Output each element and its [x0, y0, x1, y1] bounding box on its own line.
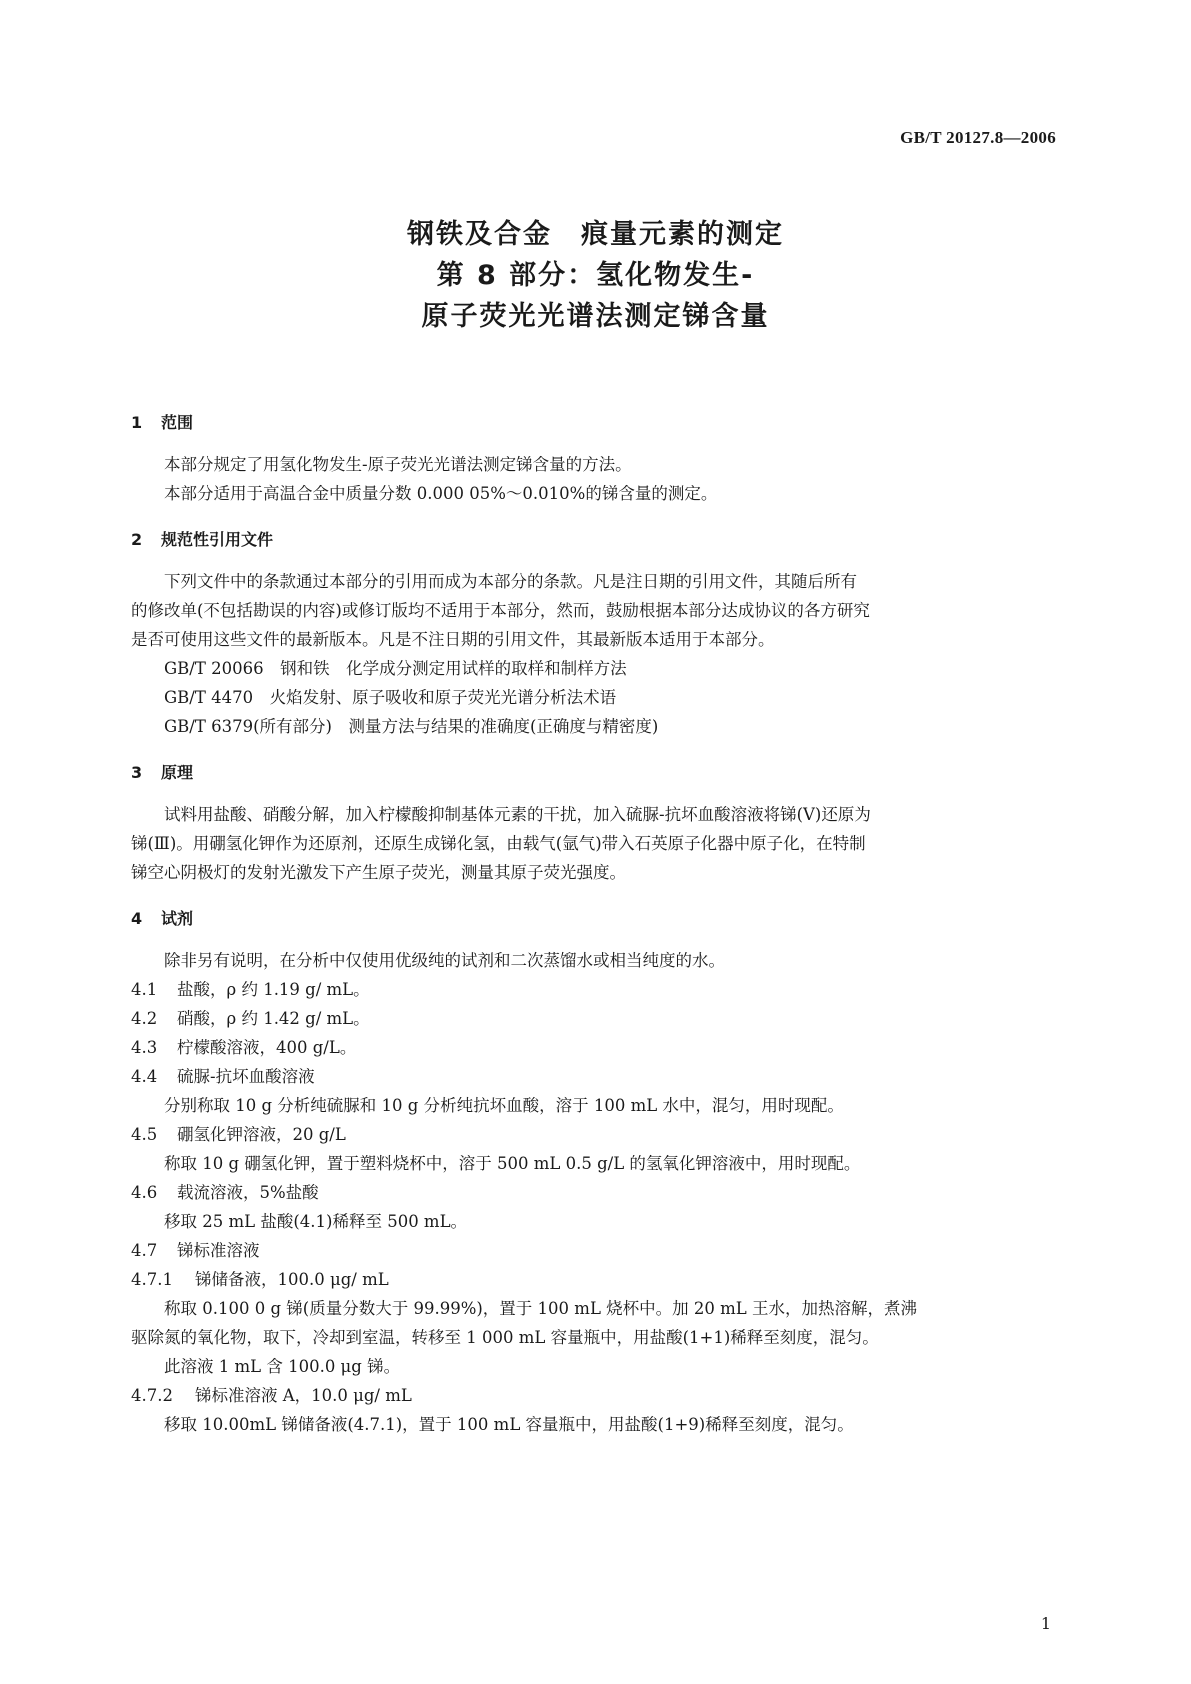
clause-number: 4.5	[131, 1125, 158, 1144]
page-number: 1	[1040, 1614, 1051, 1633]
clause-4-3	[131, 1033, 1059, 1062]
paragraph-line: 锑空心阴极灯的发射光激发下产生原子荧光，测量其原子荧光强度。	[131, 863, 626, 882]
clause-text: 载流溶液，5%盐酸	[177, 1183, 319, 1202]
standard-number: GB/T 20127.8—2006	[900, 128, 1056, 147]
clause-4-6	[131, 1178, 1059, 1207]
section-number: 3	[131, 763, 143, 782]
clause-text: 柠檬酸溶液，400 g/L。	[177, 1038, 357, 1057]
clause-4-7-2	[131, 1381, 1059, 1410]
reference-item: GB/T 20066 钢和铁 化学成分测定用试样的取样和制样方法	[164, 659, 627, 678]
title-line-2: 第 8 部分：氢化物发生-	[436, 260, 755, 291]
clause-body: 此溶液 1 mL 含 100.0 μg 锑。	[164, 1357, 401, 1376]
paragraph-line: 的修改单(不包括勘误的内容)或修订版均不适用于本部分，然而，鼓励根据本部分达成协议的各方研究	[131, 601, 870, 620]
section-heading-principle	[131, 758, 1059, 787]
section-title: 试剂	[161, 909, 194, 928]
clause-body: 移取 25 mL 盐酸(4.1)稀释至 500 mL。	[164, 1212, 468, 1231]
paragraph-line: 锑(Ⅲ)。用硼氢化钾作为还原剂，还原生成锑化氢，由载气(氩气)带入石英原子化器中原子化，在特制	[131, 834, 866, 853]
clause-4-4	[131, 1062, 1059, 1091]
clause-text: 盐酸，ρ 约 1.19 g/ mL。	[177, 980, 370, 999]
title-line-1: 钢铁及合金 痕量元素的测定	[407, 219, 784, 250]
document-body	[131, 408, 1059, 1439]
reference-item: GB/T 6379(所有部分) 测量方法与结果的准确度(正确度与精密度)	[164, 717, 659, 736]
paragraph-line: 是否可使用这些文件的最新版本。凡是不注日期的引用文件，其最新版本适用于本部分。	[131, 630, 775, 649]
clause-number: 4.6	[131, 1183, 158, 1202]
paragraph: 本部分适用于高温合金中质量分数 0.000 05%～0.010%的锑含量的测定。	[164, 484, 718, 503]
clause-body: 分别称取 10 g 分析纯硫脲和 10 g 分析纯抗坏血酸，溶于 100 mL 水中，混匀，用时现配。	[164, 1096, 844, 1115]
document-title	[0, 214, 1191, 337]
clause-body: 称取 0.100 0 g 锑(质量分数大于 99.99%)，置于 100 mL 烧杯中。加 20 mL 王水，加热溶解，煮沸	[164, 1299, 917, 1318]
section-number: 1	[131, 413, 143, 432]
section-title: 原理	[161, 763, 194, 782]
clause-body: 称取 10 g 硼氢化钾，置于塑料烧杯中，溶于 500 mL 0.5 g/L 的氢氧化钾溶液中，用时现配。	[164, 1154, 861, 1173]
clause-4-5	[131, 1120, 1059, 1149]
title-line-3: 原子荧光光谱法测定锑含量	[421, 301, 770, 332]
clause-number: 4.7	[131, 1241, 158, 1260]
clause-text: 锑储备液，100.0 μg/ mL	[195, 1270, 389, 1289]
section-title: 范围	[161, 413, 194, 432]
clause-number: 4.1	[131, 980, 158, 999]
paragraph: 本部分规定了用氢化物发生-原子荧光光谱法测定锑含量的方法。	[164, 455, 632, 474]
clause-4-7-1	[131, 1265, 1059, 1294]
clause-number: 4.7.1	[131, 1270, 173, 1289]
paragraph-line: 下列文件中的条款通过本部分的引用而成为本部分的条款。凡是注日期的引用文件，其随后所有	[164, 572, 857, 591]
section-title: 规范性引用文件	[161, 530, 274, 549]
clause-number: 4.3	[131, 1038, 158, 1057]
clause-number: 4.2	[131, 1009, 158, 1028]
clause-4-1	[131, 975, 1059, 1004]
clause-4-2	[131, 1004, 1059, 1033]
reference-item: GB/T 4470 火焰发射、原子吸收和原子荧光光谱分析法术语	[164, 688, 617, 707]
clause-4-7	[131, 1236, 1059, 1265]
clause-number: 4.4	[131, 1067, 158, 1086]
section-heading-reagents	[131, 904, 1059, 933]
clause-text: 硝酸，ρ 约 1.42 g/ mL。	[177, 1009, 370, 1028]
clause-text: 锑标准溶液	[177, 1241, 260, 1260]
clause-text: 锑标准溶液 A，10.0 μg/ mL	[195, 1386, 412, 1405]
section-number: 2	[131, 530, 143, 549]
clause-body: 移取 10.00mL 锑储备液(4.7.1)，置于 100 mL 容量瓶中，用盐酸(1+9)稀释至刻度，混匀。	[164, 1415, 854, 1434]
paragraph: 除非另有说明，在分析中仅使用优级纯的试剂和二次蒸馏水或相当纯度的水。	[164, 951, 725, 970]
clause-number: 4.7.2	[131, 1386, 173, 1405]
section-heading-normative-references	[131, 525, 1059, 554]
clause-text: 硼氢化钾溶液，20 g/L	[177, 1125, 346, 1144]
clause-body: 驱除氮的氧化物，取下，冷却到室温，转移至 1 000 mL 容量瓶中，用盐酸(1+1)稀释至刻度，混匀。	[131, 1328, 879, 1347]
paragraph-line: 试料用盐酸、硝酸分解，加入柠檬酸抑制基体元素的干扰，加入硫脲-抗坏血酸溶液将锑(Ⅴ)还原为	[164, 805, 871, 824]
section-number: 4	[131, 909, 143, 928]
section-heading-scope	[131, 408, 1059, 437]
clause-text: 硫脲-抗坏血酸溶液	[177, 1067, 315, 1086]
